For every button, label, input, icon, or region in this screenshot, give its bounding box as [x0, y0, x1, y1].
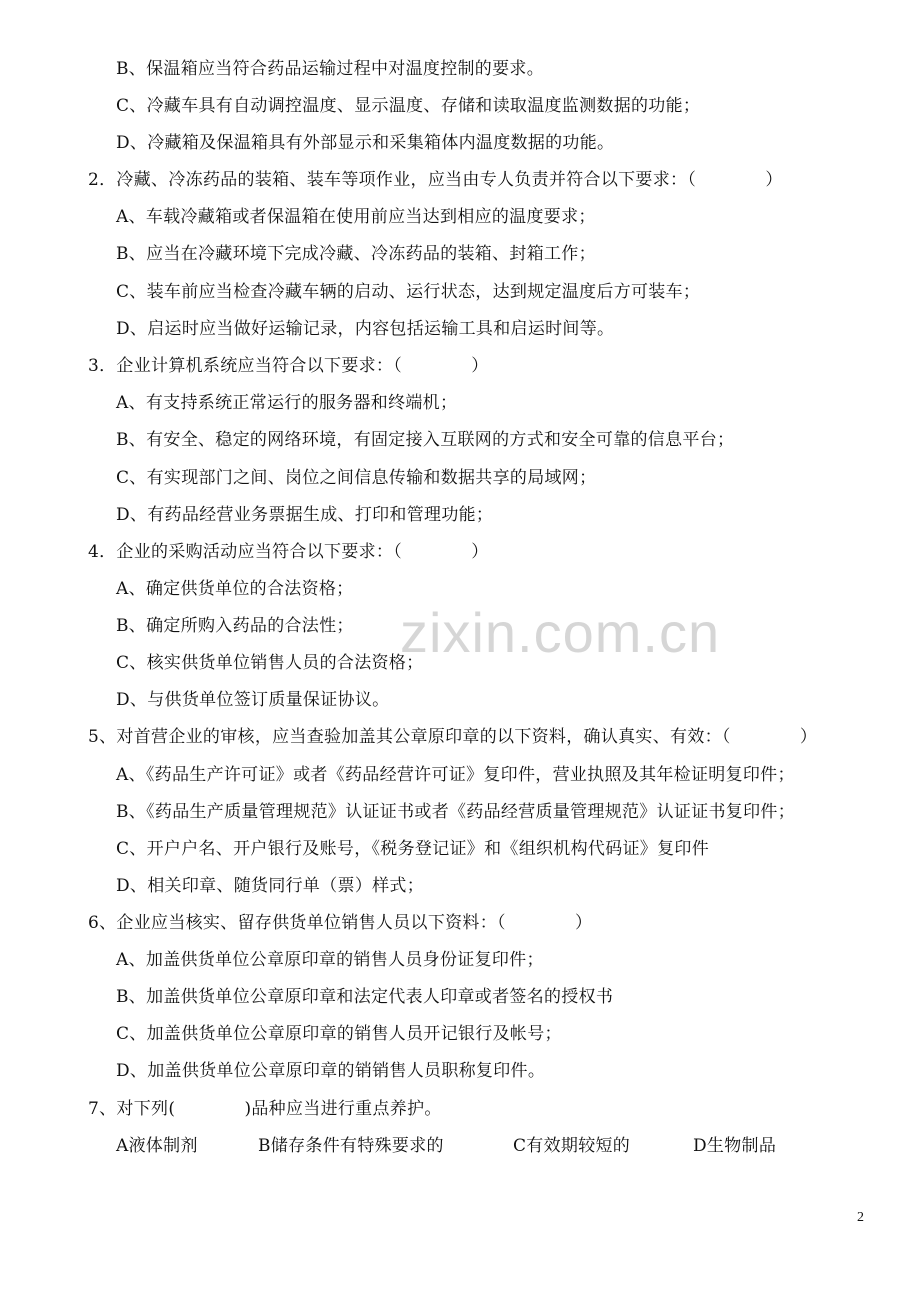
option-c: C有效期较短的: [513, 1136, 631, 1156]
watermark: zixin.com.cn: [400, 601, 721, 664]
option-text: C、加盖供货单位公章原印章的销售人员开记银行及帐号；: [116, 1024, 562, 1044]
option-text: B、确定所购入药品的合法性；: [116, 616, 354, 636]
option-text: B、有安全、稳定的网络环境，有固定接入互联网的方式和安全可靠的信息平台；: [116, 430, 735, 450]
question-3: 3．企业计算机系统应当符合以下要求：（ ）: [88, 356, 489, 376]
option-text: B、保温箱应当符合药品运输过程中对温度控制的要求。: [116, 59, 544, 79]
page-number: 2: [857, 1210, 864, 1225]
option-text: D、有药品经营业务票据生成、打印和管理功能；: [116, 505, 494, 525]
option-text: B、加盖供货单位公章原印章和法定代表人印章或者签名的授权书: [116, 987, 614, 1007]
option-text: C、装车前应当检查冷藏车辆的启动、运行状态，达到规定温度后方可装车；: [116, 282, 701, 302]
option-text: C、有实现部门之间、岗位之间信息传输和数据共享的局域网；: [116, 468, 597, 488]
option-text: C、核实供货单位销售人员的合法资格；: [116, 653, 424, 673]
option-text: D、与供货单位签订质量保证协议。: [116, 690, 390, 710]
option-text: D、启运时应当做好运输记录，内容包括运输工具和启运时间等。: [116, 319, 615, 339]
option-text: D、冷藏箱及保温箱具有外部显示和采集箱体内温度数据的功能。: [116, 133, 615, 153]
option-text: A、加盖供货单位公章原印章的销售人员身份证复印件；: [116, 950, 544, 970]
question-2: 2．冷藏、冷冻药品的装箱、装车等项作业，应当由专人负责并符合以下要求：（ ）: [88, 170, 783, 190]
option-text: A、《药品生产许可证》或者《药品经营许可证》复印件，营业执照及其年检证明复印件；: [116, 765, 795, 785]
option-text: A、有支持系统正常运行的服务器和终端机；: [116, 393, 458, 413]
option-text: D、相关印章、随货同行单（票）样式；: [116, 876, 425, 896]
option-text: D、加盖供货单位公章原印章的销销售人员职称复印件。: [116, 1061, 546, 1081]
option-a: A液体制剂: [116, 1136, 198, 1156]
option-text: C、开户户名、开户银行及账号，《税务登记证》和《组织机构代码证》复印件: [116, 839, 710, 859]
option-text: A、确定供货单位的合法资格；: [116, 579, 354, 599]
option-d: D生物制品: [693, 1136, 777, 1156]
option-text: B、应当在冷藏环境下完成冷藏、冷冻药品的装箱、封箱工作；: [116, 244, 596, 264]
question-4: 4．企业的采购活动应当符合以下要求：（ ）: [88, 542, 489, 562]
option-text: A、车载冷藏箱或者保温箱在使用前应当达到相应的温度要求；: [116, 207, 596, 227]
option-text: B、《药品生产质量管理规范》认证证书或者《药品经营质量管理规范》认证证书复印件；: [116, 802, 795, 822]
option-text: C、冷藏车具有自动调控温度、显示温度、存储和读取温度监测数据的功能；: [116, 96, 701, 116]
option-b: B储存条件有特殊要求的: [258, 1136, 444, 1156]
question-5: 5、对首营企业的审核，应当查验加盖其公章原印章的以下资料，确认真实、有效：（ ）: [88, 727, 818, 747]
question-7: 7、对下列( )品种应当进行重点养护。: [88, 1099, 442, 1119]
question-6: 6、企业应当核实、留存供货单位销售人员以下资料：（ ）: [88, 913, 593, 933]
